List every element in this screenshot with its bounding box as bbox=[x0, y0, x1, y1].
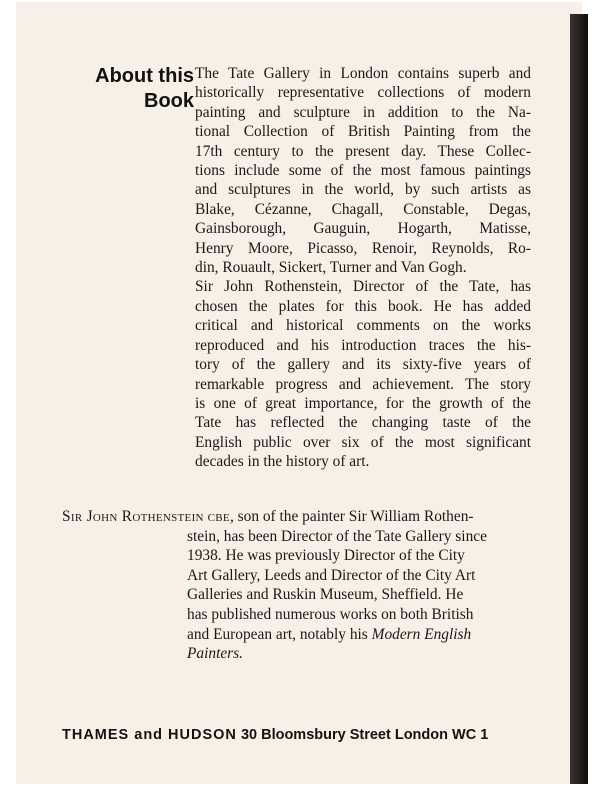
about-line: English public over six of the most significant bbox=[195, 433, 531, 451]
publisher-imprint bbox=[62, 726, 552, 744]
page-edge-shadow bbox=[570, 14, 588, 784]
about-line: critical and historical comments on the works bbox=[195, 317, 531, 335]
book-title-continued: Painters. bbox=[187, 645, 244, 663]
publisher-address: 30 Bloomsbury Street London WC 1 bbox=[240, 727, 489, 743]
about-heading bbox=[68, 64, 194, 114]
about-line: Blake, Cézanne, Chagall, Constable, Degas, bbox=[195, 200, 531, 218]
bio-line: Galleries and Ruskin Museum, Sheffield. He bbox=[187, 586, 464, 604]
about-line: Sir John Rothenstein, Director of the Tate, has bbox=[195, 278, 531, 296]
about-line: and sculptures in the world, by such artists as bbox=[195, 181, 531, 199]
about-line: The Tate Gallery in London contains superb and bbox=[195, 65, 531, 82]
about-line: Gainsborough, Gauguin, Hogarth, Matisse, bbox=[195, 220, 531, 238]
about-line: is one of great importance, for the growth of the bbox=[195, 394, 531, 412]
author-name: Sir John Rothenstein bbox=[62, 508, 204, 525]
about-line: tional Collection of British Painting from the bbox=[195, 123, 531, 141]
about-line: din, Rouault, Sickert, Turner and Van Gogh. bbox=[195, 259, 467, 277]
about-line: historically representative collections of modern bbox=[195, 84, 531, 102]
about-description bbox=[195, 64, 531, 472]
about-line: tory of the gallery and its sixty-five years of bbox=[195, 356, 531, 374]
bio-line: has published numerous works on both British bbox=[187, 605, 474, 623]
bio-line: Art Gallery, Leeds and Director of the City Art bbox=[187, 566, 476, 584]
about-line: remarkable progress and achievement. The story bbox=[195, 375, 531, 393]
publisher-name: THAMES and HUDSON bbox=[62, 727, 237, 743]
about-line: Henry Moore, Picasso, Renoir, Reynolds, Ro- bbox=[195, 239, 531, 257]
about-line: chosen the plates for this book. He has added bbox=[195, 297, 531, 315]
bio-line-rest: , son of the painter Sir William Rothen- bbox=[229, 508, 474, 525]
about-heading-line-1: About this bbox=[95, 65, 194, 87]
book-title: Modern English bbox=[371, 625, 472, 643]
about-line: Tate has reflected the changing taste of the bbox=[195, 414, 531, 432]
about-line: decades in the history of art. bbox=[195, 453, 370, 471]
bio-line: stein, has been Director of the Tate Gallery since bbox=[187, 527, 487, 545]
about-line: reproduced and his introduction traces the his- bbox=[195, 336, 531, 354]
about-line: painting and sculpture in addition to the Na- bbox=[195, 103, 531, 121]
about-heading-line-2: Book bbox=[144, 90, 194, 112]
about-line: 17th century to the present day. These Collec- bbox=[195, 142, 531, 160]
bio-line bbox=[62, 625, 538, 645]
bio-line bbox=[62, 507, 538, 527]
author-biography bbox=[62, 507, 538, 664]
bio-last-line-prefix: and European art, notably his bbox=[187, 625, 372, 643]
author-honours: cbe bbox=[207, 508, 230, 525]
about-line: tions include some of the most famous paintings bbox=[195, 162, 531, 180]
bio-line: 1938. He was previously Director of the City bbox=[187, 547, 465, 565]
